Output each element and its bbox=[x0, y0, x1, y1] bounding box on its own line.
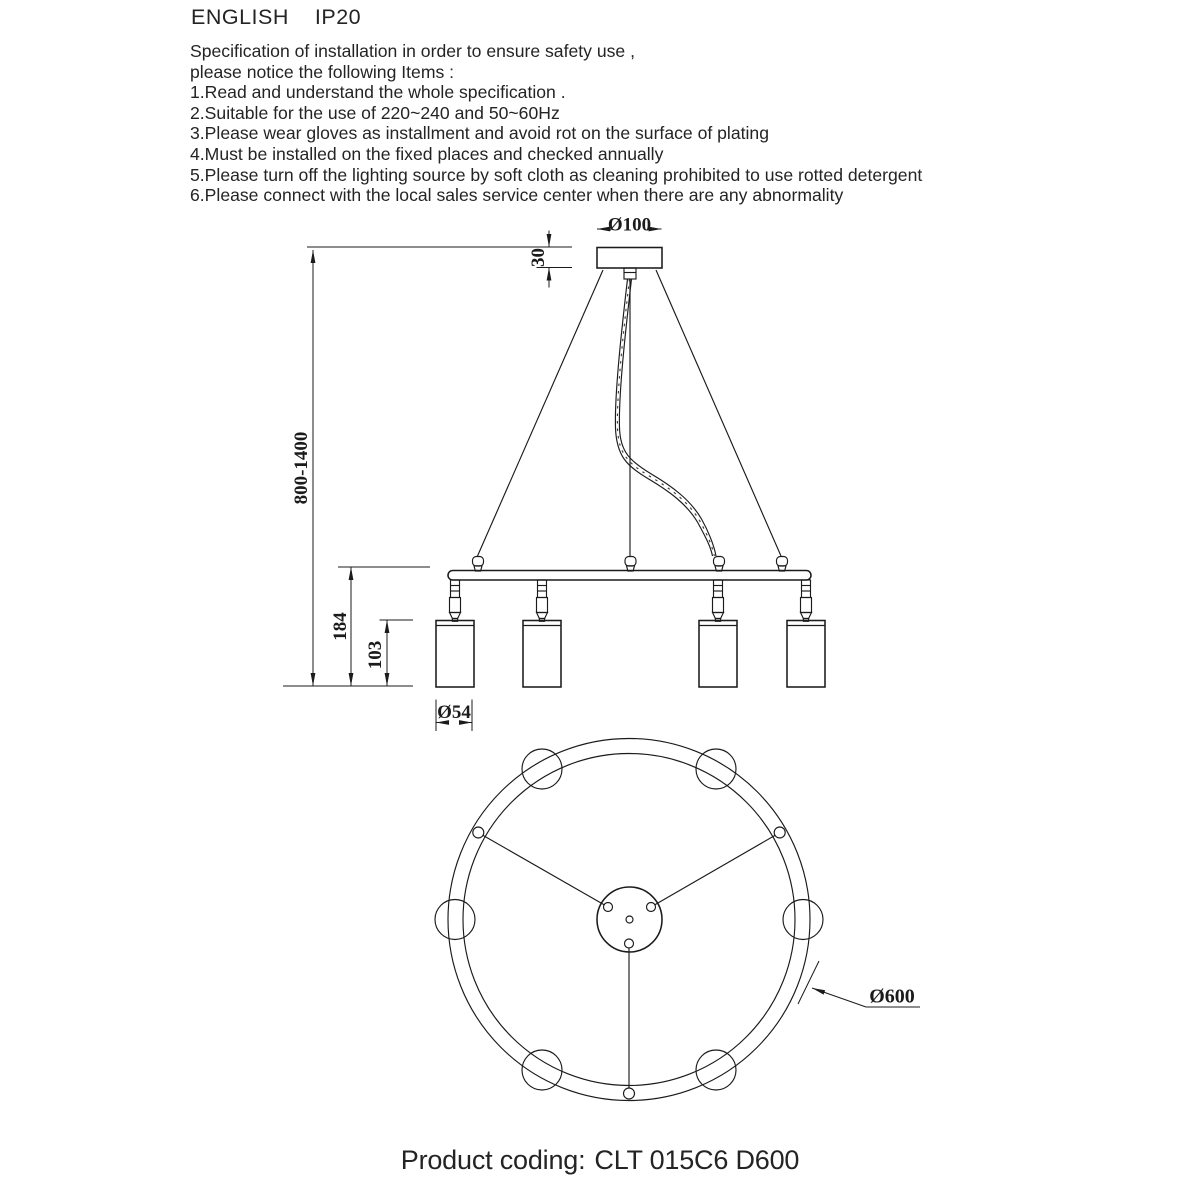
cable-connector bbox=[473, 557, 484, 572]
lamp-stem bbox=[537, 580, 548, 621]
lamp-circle bbox=[783, 900, 823, 940]
dim-canopy-diameter bbox=[597, 215, 662, 236]
spec-intro-line: please notice the following Items : bbox=[190, 61, 455, 82]
canopy-hole bbox=[647, 903, 656, 912]
lamp-shade bbox=[787, 621, 825, 688]
dim-ring-diameter bbox=[798, 961, 920, 1008]
svg-text:103: 103 bbox=[365, 640, 386, 670]
canopy-hole bbox=[625, 939, 634, 948]
canopy-cord-grip bbox=[624, 268, 636, 279]
dim-suspension-range bbox=[291, 250, 315, 686]
dim-canopy-height bbox=[528, 231, 572, 288]
suspension-cable-right bbox=[656, 270, 781, 556]
cable-connector bbox=[714, 557, 725, 572]
suspension-cable-left bbox=[478, 270, 604, 556]
spec-item: 5.Please turn off the lighting source by soft cloth as cleaning prohibited to use rotted detergent bbox=[190, 164, 923, 185]
spec-item: 1.Read and understand the whole specification . bbox=[190, 82, 566, 103]
frame-bar bbox=[448, 571, 811, 581]
svg-text:Ø54: Ø54 bbox=[437, 702, 471, 723]
cable-attachment-point bbox=[774, 827, 785, 838]
svg-text:30: 30 bbox=[528, 248, 549, 267]
spec-item: 6.Please connect with the local sales service center when there are any abnormality bbox=[190, 185, 844, 206]
language-label: ENGLISH bbox=[191, 5, 289, 29]
svg-text:184: 184 bbox=[330, 612, 351, 641]
cable-attachment-point bbox=[624, 1088, 635, 1099]
lamp-stem bbox=[801, 580, 812, 621]
spoke-upper-right bbox=[651, 833, 780, 908]
svg-text:Ø600: Ø600 bbox=[869, 985, 915, 1008]
cable-attachment-point bbox=[473, 827, 484, 838]
canopy-hole bbox=[604, 903, 613, 912]
side-view-drawing bbox=[283, 215, 825, 732]
product-coding bbox=[0, 1145, 1200, 1176]
ceiling-canopy bbox=[597, 248, 662, 269]
product-code: CLT 015C6 D600 bbox=[594, 1145, 800, 1175]
spec-item: 3.Please wear gloves as installment and avoid rot on the surface of plating bbox=[190, 123, 769, 144]
spoke-upper-left bbox=[478, 833, 608, 908]
cable-connector bbox=[777, 557, 788, 572]
lamp-shade bbox=[523, 621, 561, 688]
lamp-shade bbox=[436, 621, 474, 688]
dim-shade-height bbox=[365, 620, 413, 686]
svg-text:Ø100: Ø100 bbox=[607, 214, 652, 236]
spec-item: 2.Suitable for the use of 220~240 and 50~60Hz bbox=[190, 102, 560, 123]
svg-text:800-1400: 800-1400 bbox=[291, 431, 312, 505]
product-coding-label: Product coding: bbox=[400, 1145, 586, 1175]
canopy-center-hole bbox=[626, 916, 633, 923]
cable-connector bbox=[625, 557, 636, 572]
ip-rating-label: IP20 bbox=[314, 5, 362, 29]
spec-item: 4.Must be installed on the fixed places and checked annually bbox=[190, 143, 664, 164]
lamp-circle bbox=[435, 900, 475, 940]
spec-intro-line: Specification of installation in order to ensure safety use , bbox=[190, 41, 635, 61]
lamp-stem bbox=[450, 580, 461, 621]
lamp-stem bbox=[713, 580, 724, 621]
dim-shade-diameter bbox=[436, 700, 472, 732]
bottom-view-drawing bbox=[435, 739, 920, 1101]
lamp-shade bbox=[699, 621, 737, 688]
